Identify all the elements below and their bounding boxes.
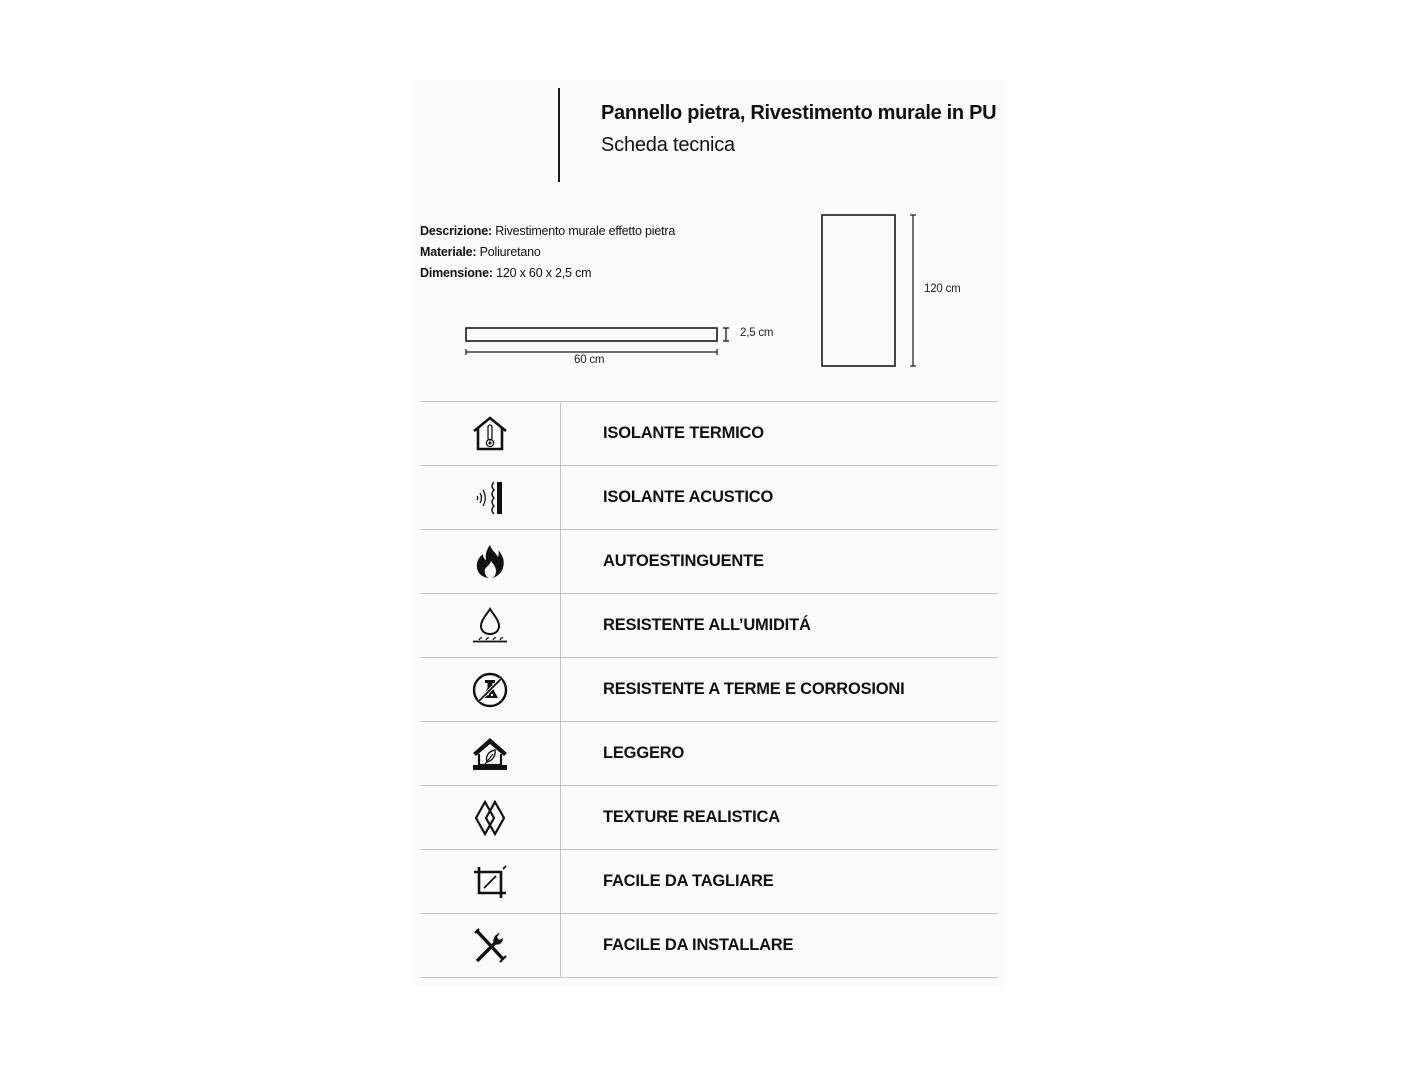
feature-row (420, 657, 998, 721)
sound-waves-wall-icon (470, 478, 510, 518)
flame-icon (470, 542, 510, 582)
feature-row (420, 785, 998, 849)
panel-side-profile (466, 328, 717, 341)
features-table (420, 401, 998, 978)
spec-value: Rivestimento murale effetto pietra (491, 224, 676, 238)
height-marker (910, 215, 916, 366)
diamond-texture-icon (470, 798, 510, 838)
spec-value: 120 x 60 x 2,5 cm (492, 266, 592, 280)
feature-row (420, 913, 998, 978)
feature-row (420, 465, 998, 529)
feature-label: AUTOESTINGUENTE (603, 552, 764, 570)
feature-row (420, 593, 998, 657)
house-feather-icon (470, 734, 510, 774)
feature-label: RESISTENTE A TERME E CORROSIONI (603, 680, 905, 698)
feature-label: RESISTENTE ALL’UMIDITÁ (603, 616, 811, 634)
tools-icon (470, 926, 510, 966)
spec-value: Poliuretano (476, 245, 541, 259)
width-label: 60 cm (574, 354, 605, 366)
crop-icon (470, 862, 510, 902)
page-title: Pannello pietra, Rivestimento murale in PU (601, 102, 997, 124)
feature-label: ISOLANTE ACUSTICO (603, 488, 774, 506)
water-drop-icon (470, 606, 510, 646)
spec-label: Dimensione: (420, 266, 493, 280)
spec-label: Materiale: (420, 245, 477, 259)
feature-label: FACILE DA INSTALLARE (603, 936, 794, 954)
feature-row (420, 849, 998, 913)
thickness-marker (723, 328, 729, 341)
feature-label: LEGGERO (603, 744, 685, 762)
feature-row (420, 721, 998, 785)
spec-label: Descrizione: (420, 224, 492, 238)
dimension-drawing (0, 0, 1421, 400)
panel-front-view (822, 215, 895, 366)
feature-label: FACILE DA TAGLIARE (603, 872, 774, 890)
feature-row (420, 401, 998, 465)
thickness-label: 2,5 cm (740, 327, 774, 339)
height-label: 120 cm (924, 283, 961, 295)
page-subtitle: Scheda tecnica (601, 134, 735, 156)
house-thermometer-icon (470, 414, 510, 454)
feature-row (420, 529, 998, 593)
no-chemicals-icon (470, 670, 510, 710)
feature-label: TEXTURE REALISTICA (603, 808, 780, 826)
feature-label: ISOLANTE TERMICO (603, 424, 764, 442)
